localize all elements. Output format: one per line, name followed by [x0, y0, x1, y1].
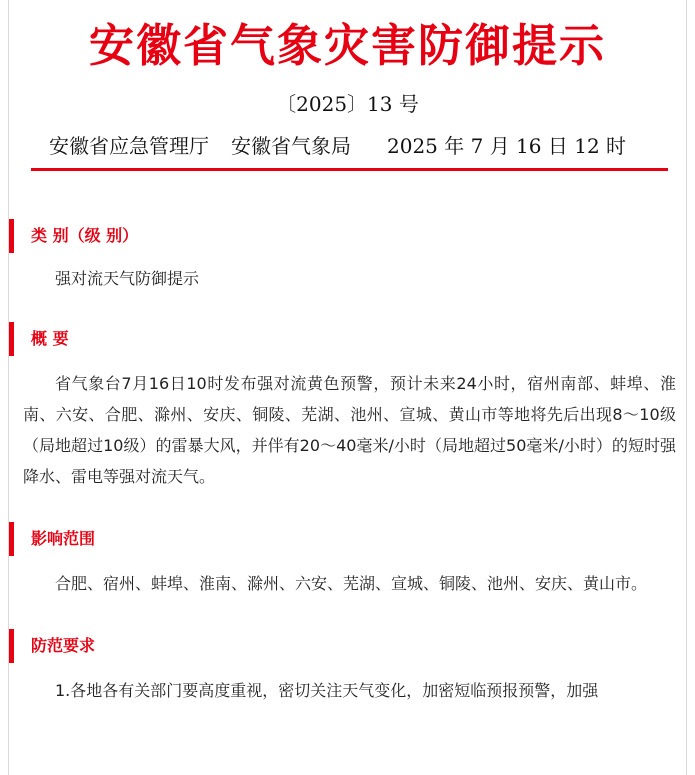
- section-body-requirements: 1.各地各有关部门要高度重视，密切关注天气变化，加密短临预报预警，加强: [55, 681, 599, 700]
- document-number: 〔2025〕13 号: [276, 92, 419, 116]
- section-requirements: [9, 629, 686, 706]
- issuer-line: [9, 132, 686, 160]
- section-heading-requirements: 防范要求: [9, 629, 686, 663]
- section-heading-summary: 概 要: [9, 322, 686, 356]
- section-summary: [9, 322, 686, 492]
- section-body-category: 强对流天气防御提示: [55, 269, 200, 288]
- section-heading-category: 类 别（级 别）: [9, 219, 686, 253]
- section-scope: [9, 522, 686, 599]
- issuer-meteorological-bureau: 安徽省气象局: [231, 134, 351, 158]
- header-divider: [31, 168, 668, 171]
- section-category: [9, 219, 686, 294]
- section-body-summary: 省气象台7月16日10时发布强对流黄色预警，预计未来24小时，宿州南部、蚌埠、淮南、六安、合肥、滁州、安庆、铜陵、芜湖、池州、宣城、黄山市等地将先后出现8～10级（局地超过10级）的雷暴大风，并伴有20～40毫米/小时（局地超过50毫米/小时）的短时强降水、雷电等强对流天气。: [23, 374, 676, 486]
- document-title: 安徽省气象灾害防御提示: [88, 19, 606, 72]
- issue-date: 2025 年 7 月 16 日 12 时: [387, 134, 627, 158]
- issuer-emergency-dept: 安徽省应急管理厅: [49, 134, 209, 158]
- section-heading-scope: 影响范围: [9, 522, 686, 556]
- section-body-scope: 合肥、宿州、蚌埠、淮南、滁州、六安、芜湖、宣城、铜陵、池州、安庆、黄山市。: [55, 574, 648, 593]
- document-page: [8, 0, 687, 775]
